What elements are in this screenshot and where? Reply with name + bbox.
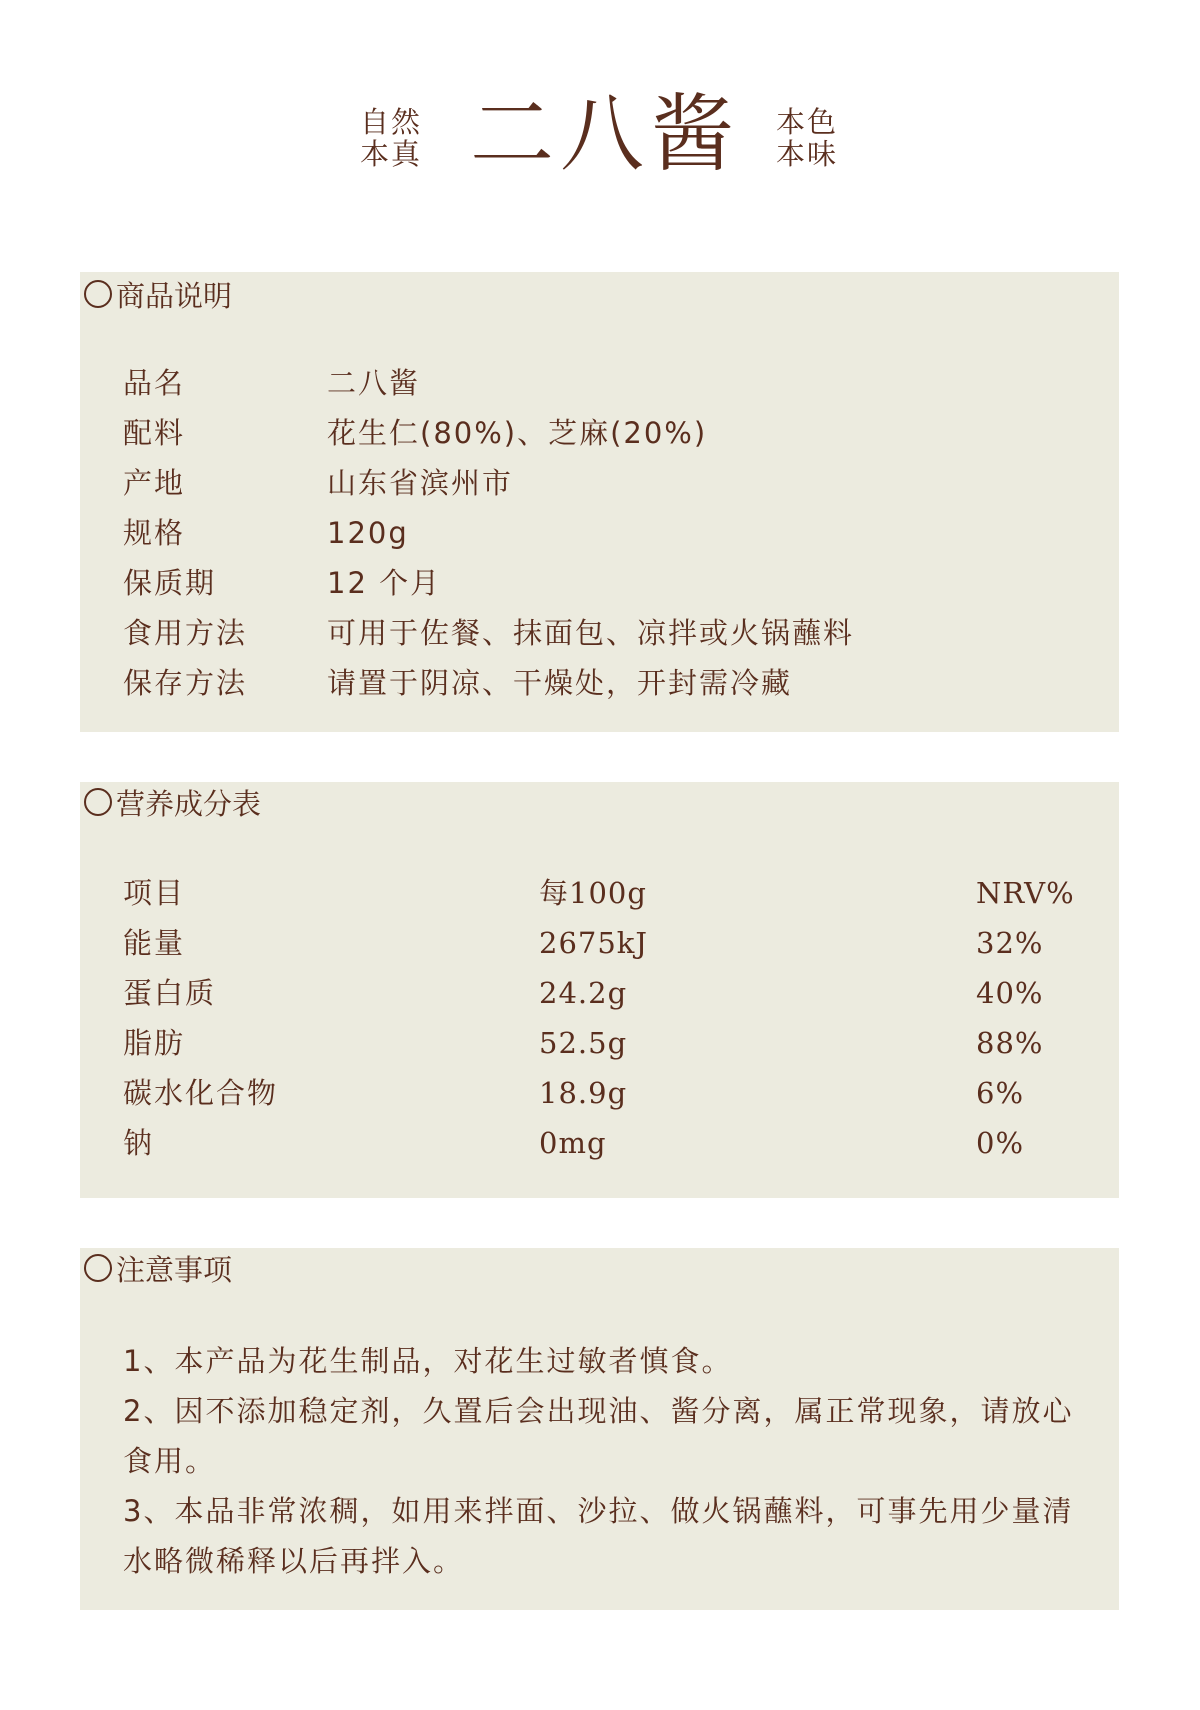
notes-title <box>84 1248 232 1288</box>
nutrition-item: 蛋白质 <box>123 976 217 1010</box>
product-info-panel <box>80 272 1119 732</box>
nutrition-nrv: 0% <box>976 1126 1025 1160</box>
info-value: 二八酱 <box>327 366 421 400</box>
nutrition-title-text: 营养成分表 <box>116 786 262 821</box>
nutrition-item: 钠 <box>123 1126 155 1160</box>
slogan-left-line-1: 自然 <box>360 105 423 139</box>
nutrition-nrv: 40% <box>976 976 1044 1010</box>
info-label: 产地 <box>123 466 186 500</box>
info-value: 120g <box>327 516 409 550</box>
nutrition-row <box>123 968 1103 1018</box>
notes-title-text: 注意事项 <box>116 1252 233 1287</box>
nutrition-title <box>84 782 261 822</box>
nutrition-row <box>123 1068 1103 1118</box>
nutrition-item: 脂肪 <box>123 1026 186 1060</box>
nutrition-header-nrv: NRV% <box>976 876 1075 910</box>
slogan-right-line-1: 本色 <box>776 105 839 139</box>
note-item: 3、本品非常浓稠，如用来拌面、沙拉、做火锅蘸料，可事先用少量清水略微稀释以后再拌入。 <box>123 1494 1074 1578</box>
nutrition-row <box>123 918 1103 968</box>
nutrition-per100g: 52.5g <box>539 1026 628 1060</box>
slogan-left-line-2: 本真 <box>360 137 423 171</box>
nutrition-header-per100g: 每100g <box>539 876 647 910</box>
nutrition-nrv: 88% <box>976 1026 1044 1060</box>
slogan-left <box>360 106 422 170</box>
info-label: 配料 <box>123 416 186 450</box>
info-value: 可用于佐餐、抹面包、凉拌或火锅蘸料 <box>327 616 855 650</box>
brand-title: 二八酱 <box>470 85 741 183</box>
nutrition-header-item: 项目 <box>123 876 186 910</box>
info-label: 食用方法 <box>123 616 248 650</box>
slogan-right-line-2: 本味 <box>776 137 839 171</box>
nutrition-per100g: 24.2g <box>539 976 628 1010</box>
notes-panel <box>80 1248 1119 1610</box>
info-label: 规格 <box>123 516 186 550</box>
info-label: 保存方法 <box>123 666 248 700</box>
info-label: 品名 <box>123 366 186 400</box>
product-info-title-text: 商品说明 <box>116 278 233 313</box>
info-label: 保质期 <box>123 566 217 600</box>
note-item: 1、本产品为花生制品，对花生过敏者慎食。 <box>123 1344 733 1378</box>
info-value: 花生仁(80%)、芝麻(20%) <box>327 416 708 450</box>
note-item: 2、因不添加稳定剂，久置后会出现油、酱分离，属正常现象，请放心食用。 <box>123 1394 1074 1478</box>
circle-icon <box>84 280 112 308</box>
nutrition-panel <box>80 782 1119 1198</box>
nutrition-header-row <box>123 868 1103 918</box>
circle-icon <box>84 788 112 816</box>
slogan-right <box>776 106 838 170</box>
nutrition-item: 碳水化合物 <box>123 1076 279 1110</box>
header <box>0 85 1200 183</box>
nutrition-row <box>123 1118 1103 1168</box>
nutrition-nrv: 32% <box>976 926 1044 960</box>
product-info-title <box>84 274 232 314</box>
nutrition-nrv: 6% <box>976 1076 1025 1110</box>
nutrition-per100g: 18.9g <box>539 1076 628 1110</box>
info-value: 请置于阴凉、干燥处，开封需冷藏 <box>327 666 793 700</box>
info-value: 山东省滨州市 <box>327 466 514 500</box>
nutrition-per100g: 2675kJ <box>539 926 649 960</box>
info-value: 12 个月 <box>327 566 442 600</box>
nutrition-per100g: 0mg <box>539 1126 607 1160</box>
nutrition-item: 能量 <box>123 926 186 960</box>
circle-icon <box>84 1254 112 1282</box>
nutrition-row <box>123 1018 1103 1068</box>
